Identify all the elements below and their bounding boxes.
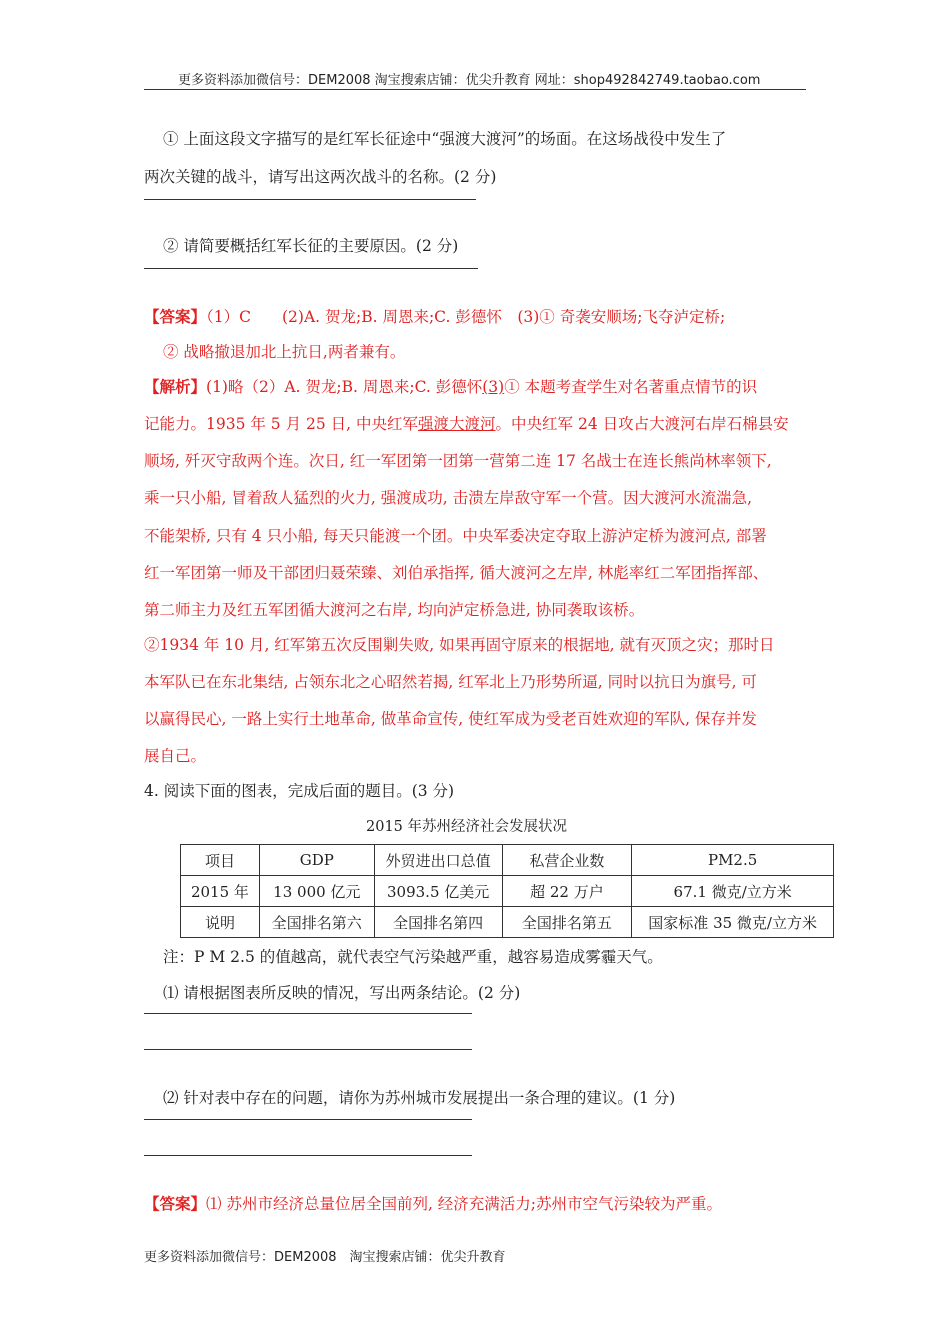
data-table — [180, 844, 834, 938]
table-cell: 全国排名第六 — [259, 907, 374, 938]
analysis-line10: 以赢得民心, 一路上实行土地革命, 做革命宣传, 使红军成为受老百姓欢迎的军队, 保存并发 — [144, 710, 757, 728]
q3-sub1-line1: ① 上面这段文字描写的是红军长征途中“强渡大渡河”的场面。在这场战役中发生了 — [163, 130, 727, 148]
analysis-underlined: (3) — [482, 378, 505, 396]
analysis-line4: 乘一只小船, 冒着敌人猛烈的火力, 强渡成功, 击溃左岸敌守军一个营。因大渡河水流湍急, — [144, 489, 752, 507]
table-cell: 67.1 微克/立方米 — [632, 876, 834, 907]
answer3-text: （1）C (2)A. 贺龙;B. 周恩来;C. 彭德怀 (3)① 奇袭安顺场;飞夺泸定桥; — [206, 308, 726, 326]
analysis-line3: 顺场, 歼灭守敌两个连。次日, 红一军团第一团第一营第二连 17 名战士在连长熊尚林率领下, — [144, 452, 772, 470]
analysis-line9: 本军队已在东北集结, 占领东北之心昭然若揭, 红军北上乃形势所逼, 同时以抗日为旗号, 可 — [144, 673, 757, 691]
page-header: 更多资料添加微信号：DEM2008 淘宝搜索店铺：优尖升教育 网址：shop492842749.taobao.com — [178, 73, 761, 88]
analysis-line8: ②1934 年 10 月, 红军第五次反围剿失败, 如果再固守原来的根据地, 就有灭顶之灾；那时日 — [144, 636, 775, 654]
table-header-cell: 私营企业数 — [502, 845, 632, 876]
table-header-cell: 外贸进出口总值 — [374, 845, 502, 876]
analysis-line6: 红一军团第一师及干部团归聂荣臻、刘伯承指挥, 循大渡河之左岸, 林彪率红二军团指挥部、 — [144, 564, 769, 582]
analysis-text: ① 本题考查学生对名著重点情节的识 — [504, 378, 758, 396]
table-note: 注：P M 2.5 的值越高，就代表空气污染越严重，越容易造成雾霾天气。 — [163, 948, 663, 966]
analysis-text: 。中央红军 24 日攻占大渡河右岸石棉县安 — [495, 415, 789, 433]
page-footer: 更多资料添加微信号：DEM2008 淘宝搜索店铺：优尖升教育 — [144, 1250, 506, 1265]
table-cell: 超 22 万户 — [502, 876, 632, 907]
table-cell: 13 000 亿元 — [259, 876, 374, 907]
table-row — [181, 907, 834, 938]
analysis-underlined: 强渡大渡河 — [418, 415, 496, 433]
analysis-line7: 第二师主力及红五军团循大渡河之右岸, 均向泸定桥急进, 协同袭取该桥。 — [144, 601, 645, 619]
analysis-label: 【解析】 — [144, 377, 207, 396]
q4-sub1: ⑴ 请根据图表所反映的情况，写出两条结论。(2 分) — [163, 984, 521, 1002]
answer-blank-line[interactable] — [144, 1155, 472, 1156]
analysis-line2 — [144, 412, 789, 434]
answer3-line2: ② 战略撤退加北上抗日,两者兼有。 — [163, 343, 406, 361]
answer-blank-line[interactable] — [144, 1013, 472, 1014]
table-title: 2015 年苏州经济社会发展状况 — [366, 819, 568, 835]
table-header-cell: PM2.5 — [632, 845, 834, 876]
answer-blank-line[interactable] — [144, 268, 478, 269]
table-cell: 全国排名第五 — [502, 907, 632, 938]
q3-sub1-line2: 两次关键的战斗，请写出这两次战斗的名称。(2 分) — [144, 168, 497, 186]
analysis-text: 记能力。1935 年 5 月 25 日, 中央红军 — [144, 415, 419, 433]
answer4-text: ⑴ 苏州市经济总量位居全国前列, 经济充满活力;苏州市空气污染较为严重。 — [206, 1195, 723, 1213]
answer4 — [144, 1192, 722, 1214]
analysis-text: (1)略（2）A. 贺龙;B. 周恩来;C. 彭德怀 — [206, 378, 483, 396]
table-cell: 3093.5 亿美元 — [374, 876, 502, 907]
q4-sub2: ⑵ 针对表中存在的问题，请你为苏州城市发展提出一条合理的建议。(1 分) — [163, 1089, 676, 1107]
table-cell: 国家标准 35 微克/立方米 — [632, 907, 834, 938]
answer-label: 【答案】 — [144, 1194, 207, 1213]
table-header-cell: GDP — [259, 845, 374, 876]
q3-sub2: ② 请简要概括红军长征的主要原因。(2 分) — [163, 237, 459, 255]
table-cell: 说明 — [181, 907, 260, 938]
header-rule — [144, 89, 806, 90]
answer-blank-line[interactable] — [144, 1119, 472, 1120]
table-cell: 全国排名第四 — [374, 907, 502, 938]
answer-blank-line[interactable] — [144, 1049, 472, 1050]
table-row — [181, 845, 834, 876]
answer3-line1 — [144, 305, 725, 327]
answer-blank-line[interactable] — [144, 199, 476, 200]
table-cell: 2015 年 — [181, 876, 260, 907]
analysis-line11: 展自己。 — [144, 747, 207, 765]
table-header-cell: 项目 — [181, 845, 260, 876]
analysis-line1 — [144, 375, 757, 397]
q4-title: 4. 阅读下面的图表，完成后面的题目。(3 分) — [144, 782, 455, 800]
analysis-line5: 不能架桥, 只有 4 只小船, 每天只能渡一个团。中央军委决定夺取上游泸定桥为渡河点, 部署 — [144, 527, 767, 545]
answer-label: 【答案】 — [144, 307, 207, 326]
table-row — [181, 876, 834, 907]
